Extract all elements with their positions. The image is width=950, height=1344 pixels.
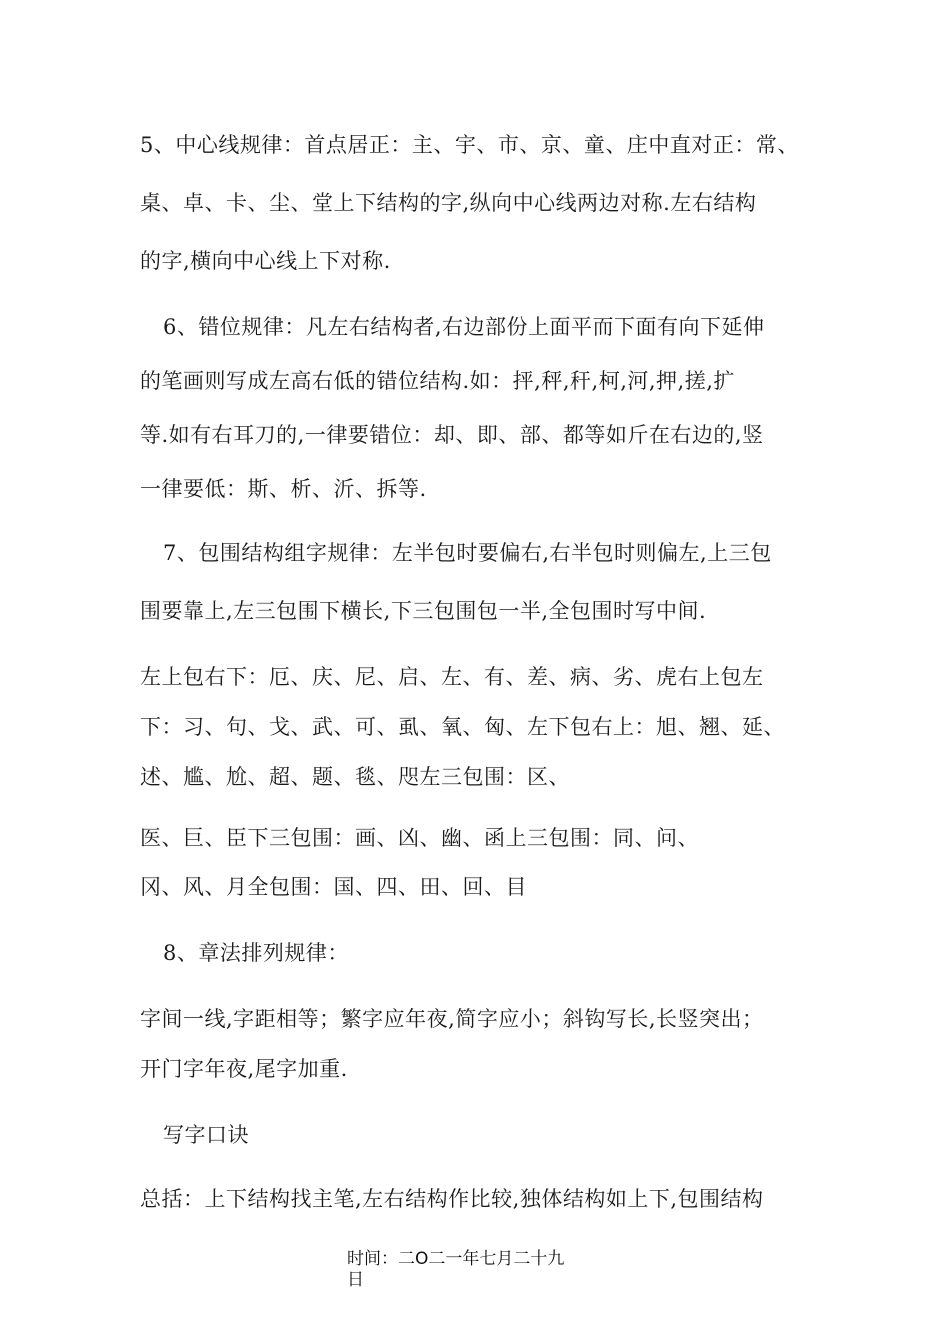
text-line-rule5-2: 桌、卓、卡、尘、堂上下结构的字,纵向中心线两边对称.左右结构 [140, 191, 757, 215]
text-line-rule6-3: 等.如有右耳刀的,一律要错位：却、即、部、都等如斤在右边的,竖 [140, 423, 764, 447]
text-line-examples-4: 医、巨、臣下三包围：画、凶、幽、函上三包围：同、问、 [140, 826, 699, 850]
text-line-rule5-1: 5、中心线规律：首点居正：主、宇、市、京、童、庄中直对正：常、 [140, 133, 799, 157]
text-line-rule8-heading: 8、章法排列规律： [163, 941, 349, 965]
footer-date-line1: 时间：二O二一年七月二十九 [347, 1249, 565, 1269]
text-line-rule8-1: 字间一线,字距相等；繁字应年夜,简字应小；斜钩写长,长竖突出； [140, 1007, 764, 1031]
text-line-rule6-1: 6、错位规律：凡左右结构者,右边部份上面平而下面有向下延伸 [163, 315, 765, 339]
text-line-examples-3: 述、尴、尬、超、题、毯、咫左三包围：区、 [140, 765, 570, 789]
text-line-examples-2: 下：习、句、戈、武、可、虱、氧、匈、左下包右上：旭、翘、延、 [140, 715, 785, 739]
text-line-rule7-1: 7、包围结构组字规律：左半包时要偏右,右半包时则偏左,上三包 [163, 541, 772, 565]
text-line-examples-1: 左上包右下：厄、庆、尼、启、左、有、差、病、劣、虎右上包左 [140, 665, 764, 689]
text-line-summary: 总括：上下结构找主笔,左右结构作比较,独体结构如上下,包围结构 [140, 1187, 764, 1211]
text-line-rule6-4: 一律要低：斯、析、沂、拆等. [140, 477, 427, 501]
text-line-rule5-3: 的字,横向中心线上下对称. [140, 249, 391, 273]
text-line-examples-5: 冈、风、月全包围：国、四、田、回、目 [140, 875, 527, 899]
footer-date-line2: 日 [347, 1270, 364, 1290]
section-heading-writing-mnemonic: 写字口诀 [163, 1123, 249, 1147]
text-line-rule6-2: 的笔画则写成左高右低的错位结构.如：抨,秤,秆,柯,河,押,搓,扩 [140, 369, 735, 393]
text-line-rule7-2: 围要靠上,左三包围下横长,下三包围包一半,全包围时写中间. [140, 599, 707, 623]
text-line-rule8-2: 开门字年夜,尾字加重. [140, 1057, 348, 1081]
